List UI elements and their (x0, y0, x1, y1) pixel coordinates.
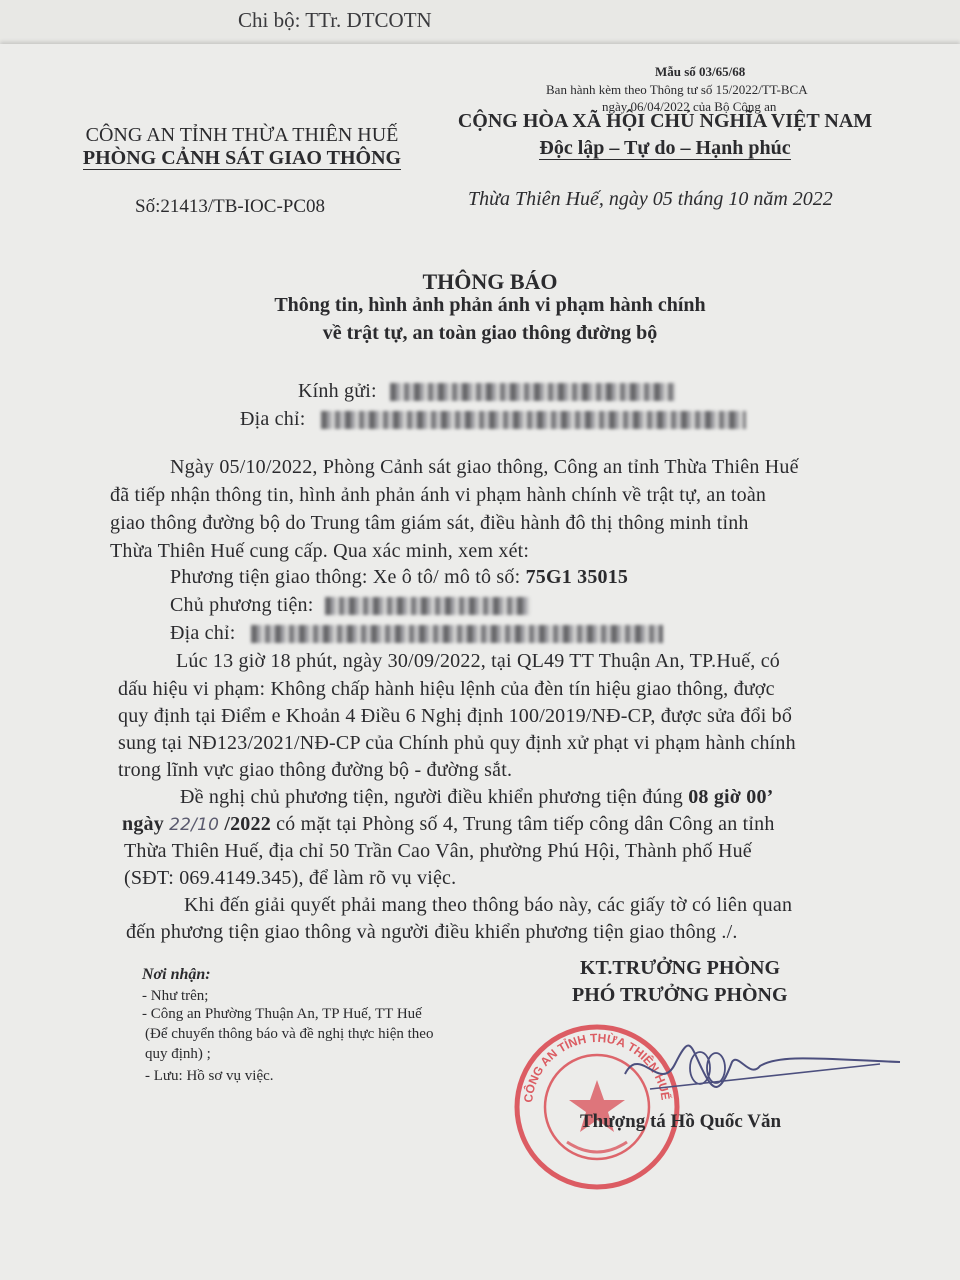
p3-line-4: (SĐT: 069.4149.345), để làm rõ vụ việc. (124, 867, 457, 889)
nation-motto: Độc lập – Tự do – Hạnh phúc (539, 137, 791, 159)
p4-line-1: Khi đến giải quyết phải mang theo thông báo này, các giấy tờ có liên quan (184, 894, 793, 916)
document-number: Số:21413/TB-IOC-PC08 (135, 196, 326, 217)
recipient-2: - Công an Phường Thuận An, TP Huế, TT Huế (142, 1006, 422, 1022)
redacted-owner (325, 597, 530, 615)
place-date: Thừa Thiên Huế, ngày 05 tháng 10 năm 2022 (468, 188, 833, 210)
handwritten-date: 22/10 (169, 815, 220, 835)
appointment-day-label: ngày (122, 813, 164, 835)
addressee-address-row (240, 408, 746, 431)
nation-motto-wrap (440, 137, 890, 160)
form-issued-with: Ban hành kèm theo Thông tư số 15/2022/TT-BCA (546, 82, 808, 97)
signer-name: Thượng tá Hồ Quốc Văn (580, 1111, 782, 1132)
signature-title-2: PHÓ TRƯỞNG PHÒNG (572, 984, 788, 1006)
owner-label: Chủ phương tiện: (170, 594, 314, 616)
addressee-address-label: Địa chỉ: (240, 408, 306, 430)
p2-line-4: sung tại NĐ123/2021/NĐ-CP của Chính phủ quy định xử phạt vi phạm hành chính (118, 732, 796, 754)
underlying-sheet (0, 0, 960, 49)
p1-line-1: Ngày 05/10/2022, Phòng Cảnh sát giao thông, Công an tỉnh Thừa Thiên Huế (170, 456, 799, 478)
p3-line-2-rest: có mặt tại Phòng số 4, Trung tâm tiếp công dân Công an tỉnh (270, 813, 775, 835)
document-page (0, 44, 960, 1280)
p1-line-4: Thừa Thiên Huế cung cấp. Qua xác minh, xem xét: (110, 540, 530, 562)
p3-line-1 (180, 786, 774, 809)
owner-row (170, 594, 530, 617)
redacted-addressee (390, 383, 675, 401)
p3-text: Đề nghị chủ phương tiện, người điều khiển phương tiện đúng (180, 786, 689, 808)
agency-name: PHÒNG CẢNH SÁT GIAO THÔNG (82, 147, 402, 169)
agency-line2 (72, 147, 412, 170)
owner-address-label: Địa chỉ: (170, 622, 236, 644)
signature-title-1: KT.TRƯỞNG PHÒNG (580, 957, 780, 979)
form-issued-date: ngày 06/04/2022 của Bộ Công an (602, 99, 777, 114)
p4-line-2: đến phương tiện giao thông và người điều khiển phương tiện giao thông ./. (126, 921, 738, 943)
document-subtitle-2: về trật tự, an toàn giao thông đường bộ (322, 322, 658, 344)
p1-line-2: đã tiếp nhận thông tin, hình ảnh phản ánh vi phạm hành chính về trật tự, an toàn (110, 484, 767, 506)
p2-line-5: trong lĩnh vực giao thông đường bộ - đường sắt. (118, 759, 513, 781)
vehicle-label: Phương tiện giao thông: Xe ô tô/ mô tô số: (170, 566, 526, 588)
form-number: Mẫu số 03/65/68 (655, 64, 746, 79)
addressee-label: Kính gửi: (298, 380, 377, 402)
recipients-label: Nơi nhận: (142, 966, 211, 983)
recipient-1: - Như trên; (142, 988, 209, 1004)
p2-line-3: quy định tại Điểm e Khoản 4 Điều 6 Nghị định 100/2019/NĐ-CP, được sửa đổi bổ (118, 705, 793, 727)
owner-address-row (170, 622, 663, 645)
appointment-year: /2022 (224, 813, 271, 835)
recipient-4: quy định) ; (145, 1046, 211, 1062)
p2-line-2: dấu hiệu vi phạm: Không chấp hành hiệu lệnh của đèn tín hiệu giao thông, được (118, 678, 775, 700)
handwritten-signature (620, 1034, 910, 1104)
recipient-5: - Lưu: Hồ sơ vụ việc. (145, 1068, 274, 1084)
seal-text: CÔNG AN TỈNH THỪA THIÊN HUẾ (521, 1030, 673, 1104)
recipient-3: (Để chuyển thông báo và đề nghị thực hiện theo (145, 1026, 434, 1042)
appointment-time: 08 giờ 00’ (688, 786, 774, 808)
p1-line-3: giao thông đường bộ do Trung tâm giám sát, điều hành đô thị thông minh tỉnh (110, 512, 749, 534)
addressee-row (298, 380, 675, 403)
document-subtitle-1: Thông tin, hình ảnh phản ánh vi phạm hành chính (274, 294, 706, 316)
nation-name: CỘNG HÒA XÃ HỘI CHỦ NGHĨA VIỆT NAM (457, 110, 873, 132)
p2-line-1: Lúc 13 giờ 18 phút, ngày 30/09/2022, tại QL49 TT Thuận An, TP.Huế, có (176, 650, 780, 672)
p3-line-2 (122, 813, 775, 836)
p3-line-3: Thừa Thiên Huế, địa chỉ 50 Trần Cao Vân, phường Phú Hội, Thành phố Huế (124, 840, 752, 862)
vehicle-row (170, 566, 628, 589)
agency-line1: CÔNG AN TỈNH THỪA THIÊN HUẾ (85, 124, 399, 146)
redacted-owner-address (251, 625, 663, 643)
underlying-sheet-text: Chi bộ: TTr. DTCOTN (238, 8, 432, 32)
document-title: THÔNG BÁO (422, 269, 558, 294)
redacted-address (321, 411, 746, 429)
vehicle-plate: 75G1 35015 (525, 566, 629, 588)
